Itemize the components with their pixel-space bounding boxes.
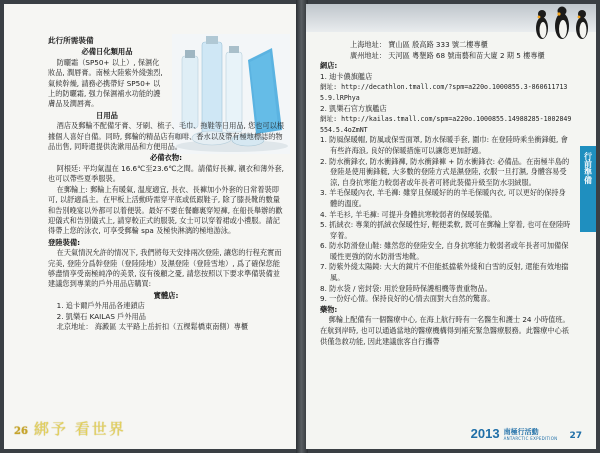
right-footer xyxy=(471,426,582,441)
gear-list-item: 8. 防水袋 / 密封袋: 用於登陸時保護相機等貴重物品。 xyxy=(320,283,492,293)
store-address: 北京地址： 海澱區 太平路上岳折扣（五棵鬆橋東南側）專櫃 xyxy=(56,321,249,331)
gear-list-item: 4. 羊毛衫, 羊毛褲: 可提升身體抗寒較弱者的保暖裝備。 xyxy=(320,209,497,219)
penguins-icon xyxy=(526,4,596,40)
paragraph-clothes-argentina: 阿根廷: 平均氣温在 16.6℃至23.6℃之間。請備好長褲, 襯衣和薄外套, 也可以帶些夏季服裝。 xyxy=(48,163,284,184)
page-number: 27 xyxy=(569,431,582,441)
subheading-online: 網店: xyxy=(320,61,338,71)
subheading-clothes: 必備衣物: xyxy=(149,153,183,163)
subheading-stores: 實體店: xyxy=(153,290,179,300)
gear-list-item: 7. 防紫外綫太陽鏡: 大大的鏡片不但能抵擋紫外綫和白雪的反射, 還能有效地擋風。 xyxy=(320,262,569,283)
paragraph-landing: 在天氣情況允許的情况下, 我們將每天安排兩次登陸, 讓您的行程充實而完美, 登陸分爲幹登陸（登陸陸地）及濕登陸（登陸雪地）, 爲了確保您能够盡情享受南極純净的美景, 沒有後顧之憂, 請您按照以下要求準備裝備並建議您到專業的戶外用品店購買: xyxy=(48,248,282,289)
address-guangzhou: 廣州地址： 天河區 粵墾路 68 號南藝和苗大廈 2 期 5 樓專櫃 xyxy=(350,50,545,60)
online-shop-item: 1. 迪卡儂旗艦店 xyxy=(320,71,373,81)
right-page xyxy=(306,4,596,449)
paragraph-skincare: 防曬霜（SP50+ 以上）, 保濕化妝品, 潤唇膏。南極大陸紫外綫強烈, 氣候幹燥, 請務必携帶好 SP50+ 以上的防曬霜, 强力保濕補水功能的護膚品及潤唇膏。 xyxy=(48,57,163,109)
gear-list-item: 1. 防風保暖帽, 防風或保雪面罩, 防水保暖手套, 圍巾: 在登陸時乘坐衝鋒艇, 會有些許海浪, 良好的保暖措施可以讓您更加舒適。 xyxy=(320,135,568,155)
subheading-medicine: 藥物: xyxy=(320,304,338,314)
gear-list-item: 2. 防水衝鋒衣, 防水衝鋒褲, 防水衝鋒褲 + 防水衝鋒衣: 必備品。在南極半島的登陸是使用衝鋒艇, 大多數的登陸方式是濕登陸, 衣服一旦打濕, 身體容易受涼, 自身抗寒能力較弱者或年長者可將此裝備升級至防水羽絨服。 xyxy=(320,156,570,187)
subheading-daily: 日用品 xyxy=(96,110,118,120)
brand-year: 2013 xyxy=(470,426,500,441)
online-shop-item: 2. 凱樂石官方旗艦店 xyxy=(320,103,387,113)
gear-list-item: 3. 羊毛保暖內衣, 羊毛褲: 雖穿且保暖好的的羊毛保暖內衣, 可以更好的保持身體的溫度。 xyxy=(320,188,566,208)
section-title: 此行所需裝備 xyxy=(48,36,94,45)
address-shanghai: 上海地址： 寶山區 殷高路 333 號二樓專櫃 xyxy=(350,40,488,49)
paragraph-medicine: 郵輪上配備有一個醫療中心, 在海上航行時有一名醫生和護士 24 小時值班。在航到岸時, 也可以通過當地的醫療機構得到補充緊急醫療服務。此醫療中心祇供僅急救功能, 因此建議旅客自行攜帶 xyxy=(320,315,570,346)
gear-list-item: 9. 一份好心情。保持良好的心情去面對大自然的驚喜。 xyxy=(320,294,495,304)
brand-block xyxy=(504,428,558,441)
left-page-text xyxy=(48,36,284,332)
right-page-text xyxy=(320,40,572,347)
brand-name: 南極行活動 xyxy=(503,428,539,436)
paragraph-daily: 酒店及郵輪不配備牙膏、牙刷、梳子、毛巾、拖鞋等日用品, 您也可以根據個人喜好自備。同時, 郵輪的精品店有咖啡、香水以及帶有極地標誌的物品出售, 同時還提供洗漱用品和方便用品。 xyxy=(48,121,285,152)
section-side-tab xyxy=(580,146,596,232)
store-item: 2. 凱樂石 KAILAS 戶外用品 xyxy=(56,311,146,321)
store-item: 1. 追卡爾戶外用品各連鎖店 xyxy=(56,301,145,311)
subheading-skincare: 必備日化類用品 xyxy=(81,47,133,57)
subheading-landing: 登陸裝備: xyxy=(48,237,81,247)
paragraph-clothes-ship: 在郵輪上: 郵輪上有暖氣, 温度適宜, 長衣、長褲加小外套的日常着裝即可, 以舒適爲主。在甲板上活動時需穿平底或低跟鞋子, 除了膝長靴的數量和告別晚宴以外都可以着便裝。最好不要在餐廳裏穿短褲, 在船長舉辦的歡迎儀式和告別儀式上, 請穿較正式的服裝, 女士可以穿着裙或小禮服。請記得帶上您的泳衣, 可享受郵輪 spa 及極快淋漓的極地游泳。 xyxy=(48,184,283,236)
brand-subtitle: ANTARCTIC EXPEDITION xyxy=(503,436,558,441)
gear-list-item: 6. 防水防滑登山鞋: 雖然您的登陸安全, 自身抗寒能力較弱者或年長者可加備保暖性更強的防水防滑雪地靴。 xyxy=(320,241,569,261)
left-page xyxy=(4,4,298,449)
left-footer xyxy=(14,418,126,439)
watermark-text: 綁予 看世界 xyxy=(33,420,126,438)
online-shop-url[interactable]: 網址: http://decathlon.tmall.com/?spm=a220o.1000855.3-8606117135.9.lRPhya xyxy=(320,83,568,102)
page-number: 26 xyxy=(14,426,28,437)
online-shop-url[interactable]: 網址: http://kailas.tmall.com/spm=a220o.1000855.14988285-1002849554.5.4oZmNT xyxy=(320,115,572,134)
side-tab-label: 行前準備 xyxy=(583,152,593,184)
gear-list-item: 5. 抓絨衣: 專業的抓絨衣保暖性好, 輕便柔軟, 既可在郵輪上穿着, 也可在登陸時穿着。 xyxy=(320,220,571,240)
